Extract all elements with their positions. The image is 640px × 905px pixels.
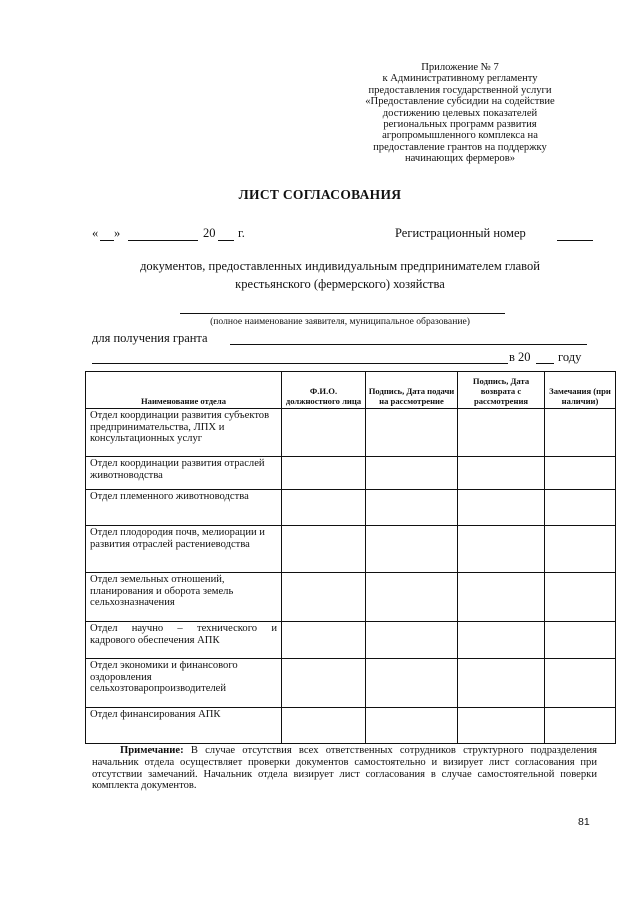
signature-cell[interactable] — [366, 708, 458, 744]
signature-cell[interactable] — [282, 457, 366, 490]
grant-label: для получения гранта — [92, 331, 208, 345]
signature-cell[interactable] — [366, 490, 458, 526]
header-submission: Подпись, Дата подачи на рассмотрение — [366, 372, 458, 409]
grant-blank — [230, 344, 587, 345]
signature-cell[interactable] — [545, 622, 616, 659]
signature-cell[interactable] — [366, 457, 458, 490]
department-cell: Отдел финансирования АПК — [86, 708, 282, 744]
table-row — [86, 659, 616, 708]
note-paragraph — [92, 745, 597, 792]
document-title: ЛИСТ СОГЛАСОВАНИЯ — [238, 187, 402, 202]
note-text: В случае отсутствия всех ответственных сотрудников структурного подразделения начальник отдела осуществляет проверки документов самостоятельно и визирует лист согласования при отсутствии замечаний. Начальник отдела визирует лист согласования в случае самостоятельной поверки комплекта документов. — [92, 745, 597, 792]
appendix-header — [330, 62, 590, 165]
appendix-line: агропромышленного комплекса на — [382, 130, 538, 142]
table-row — [86, 457, 616, 490]
header-remarks: Замечания (при наличии) — [545, 372, 616, 409]
signature-cell[interactable] — [458, 526, 545, 573]
signature-cell[interactable] — [366, 622, 458, 659]
signature-cell[interactable] — [282, 708, 366, 744]
signature-cell[interactable] — [458, 622, 545, 659]
appendix-line: Приложение № 7 — [421, 62, 499, 73]
header-return: Подпись, Дата возврата с рассмотрения — [458, 372, 545, 409]
signature-cell[interactable] — [545, 573, 616, 622]
appendix-line: предоставления государственной услуги — [368, 84, 552, 96]
signature-cell[interactable] — [458, 708, 545, 744]
department-cell: Отдел координации развития субъектов предпринимательства, ЛПХ и консультационных услуг — [86, 409, 282, 457]
table-row — [86, 409, 616, 457]
signature-cell[interactable] — [282, 573, 366, 622]
header-department: Наименование отдела — [86, 372, 282, 409]
appendix-line: начинающих фермеров» — [404, 153, 515, 165]
month-blank — [128, 240, 198, 241]
quote-close: » — [114, 226, 121, 240]
signature-cell[interactable] — [282, 622, 366, 659]
year-suffix: г. — [238, 226, 245, 240]
year-line-blank — [536, 363, 554, 364]
signature-cell[interactable] — [458, 573, 545, 622]
signature-cell[interactable] — [458, 490, 545, 526]
table-row — [86, 622, 616, 659]
table-row — [86, 708, 616, 744]
table-row — [86, 573, 616, 622]
appendix-line: к Административному регламенту — [382, 73, 538, 85]
year-line-suffix: году — [558, 350, 582, 364]
table-header-row — [86, 372, 616, 409]
signature-cell[interactable] — [458, 659, 545, 708]
approval-table — [85, 371, 616, 744]
documents-line: документов, предоставленных индивидуальным предпринимателем главой — [140, 259, 540, 273]
appendix-line: «Предоставление субсидии на содействие — [365, 96, 555, 108]
signature-cell[interactable] — [545, 490, 616, 526]
day-blank — [100, 240, 114, 241]
department-cell: Отдел научно – технического и кадрового обеспечения АПК — [86, 622, 282, 659]
signature-cell[interactable] — [366, 409, 458, 457]
documents-line: крестьянского (фермерского) хозяйства — [235, 277, 445, 291]
applicant-blank — [180, 313, 505, 314]
quote-open: « — [92, 226, 99, 240]
signature-cell[interactable] — [282, 409, 366, 457]
department-cell: Отдел плодородия почв, мелиорации и развития отраслей растениеводства — [86, 526, 282, 573]
table-row — [86, 490, 616, 526]
signature-cell[interactable] — [458, 457, 545, 490]
purpose-blank — [92, 363, 508, 364]
signature-cell[interactable] — [458, 409, 545, 457]
header-full-name: Ф.И.О. должностного лица — [282, 372, 366, 409]
registration-blank — [557, 240, 593, 241]
signature-cell[interactable] — [282, 526, 366, 573]
signature-cell[interactable] — [282, 490, 366, 526]
appendix-line: предоставление грантов на поддержку — [373, 141, 547, 153]
department-cell: Отдел земельных отношений, планирования и оборота земель сельхозназначения — [86, 573, 282, 622]
year-prefix: 20 — [203, 226, 216, 240]
note-label: Примечание: — [120, 745, 184, 756]
signature-cell[interactable] — [545, 409, 616, 457]
signature-cell[interactable] — [282, 659, 366, 708]
department-cell: Отдел координации развития отраслей животноводства — [86, 457, 282, 490]
registration-label: Регистрационный номер — [395, 226, 526, 240]
signature-cell[interactable] — [545, 457, 616, 490]
signature-cell[interactable] — [545, 526, 616, 573]
documents-text — [80, 257, 600, 293]
signature-cell[interactable] — [366, 526, 458, 573]
applicant-hint: (полное наименование заявителя, муниципальное образование) — [210, 316, 470, 327]
appendix-line: региональных программ развития — [383, 119, 537, 131]
year-line-prefix: в 20 — [509, 350, 531, 364]
department-cell: Отдел экономики и финансового оздоровления сельхозтоваропроизводителей — [86, 659, 282, 708]
signature-cell[interactable] — [545, 659, 616, 708]
year-blank — [218, 240, 234, 241]
signature-cell[interactable] — [545, 708, 616, 744]
appendix-line: достижению целевых показателей — [382, 107, 538, 119]
department-cell: Отдел племенного животноводства — [86, 490, 282, 526]
signature-cell[interactable] — [366, 659, 458, 708]
signature-cell[interactable] — [366, 573, 458, 622]
table-row — [86, 526, 616, 573]
page-number: 81 — [578, 816, 590, 828]
